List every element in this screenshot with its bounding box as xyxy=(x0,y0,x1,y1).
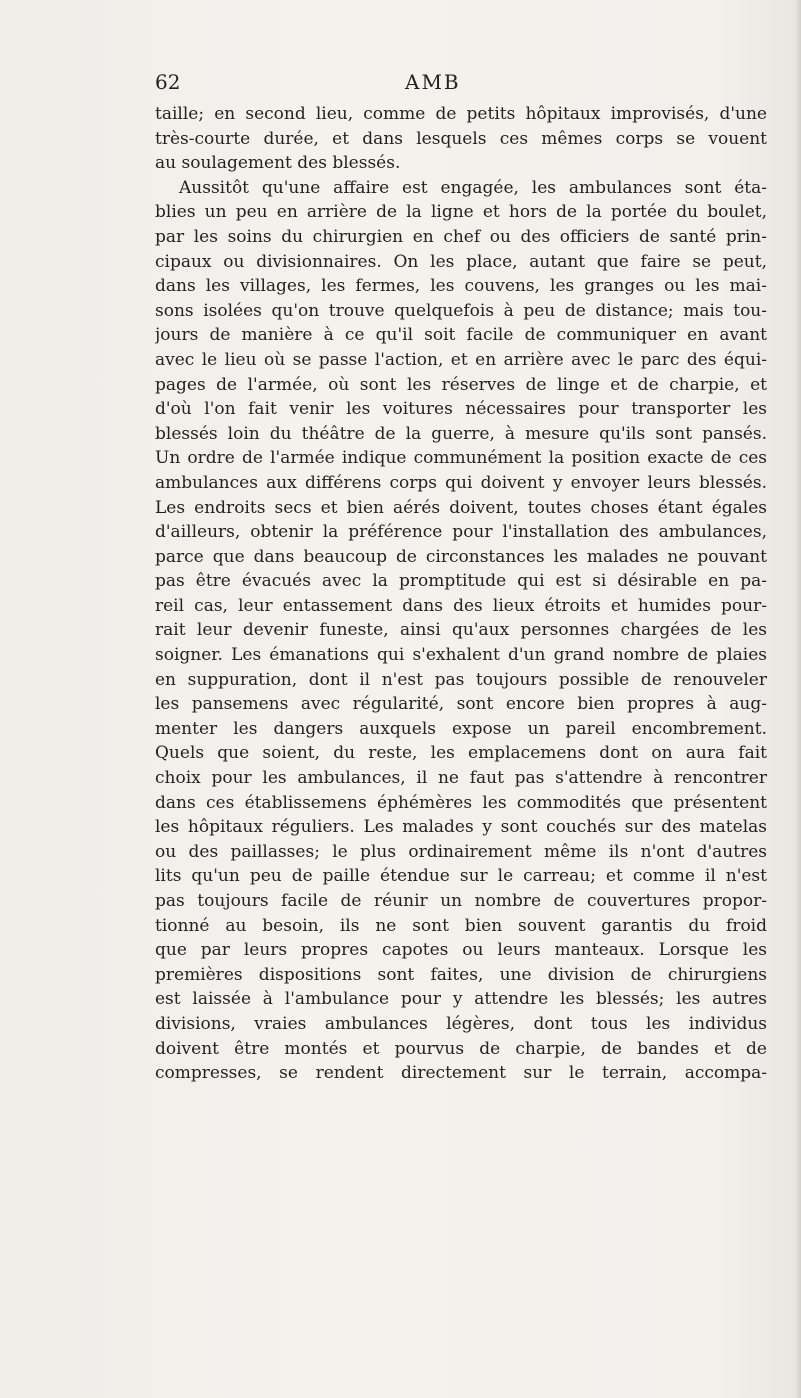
text-line: Un ordre de l'armée indique communément la position exacte de ces xyxy=(155,448,767,469)
text-line: par les soins du chirurgien en chef ou des officiers de santé prin- xyxy=(155,226,767,247)
text-line: d'ailleurs, obtenir la préférence pour l'installation des ambulances, xyxy=(155,522,767,543)
page-header xyxy=(155,70,755,96)
text-line: pages de l'armée, où sont les réserves de linge et de charpie, et xyxy=(155,374,767,395)
text-line: tionné au besoin, ils ne sont bien souvent garantis du froid xyxy=(155,915,767,936)
text-line: Aussitôt qu'une affaire est engagée, les ambulances sont éta- xyxy=(179,177,767,198)
text-line: avec le lieu où se passe l'action, et en arrière avec le parc des équi- xyxy=(155,349,767,370)
text-line: les hôpitaux réguliers. Les malades y sont couchés sur des matelas xyxy=(155,817,767,838)
text-line: pas être évacués avec la promptitude qui est si désirable en pa- xyxy=(155,571,767,592)
text-line: que par leurs propres capotes ou leurs manteaux. Lorsque les xyxy=(155,940,767,961)
text-line: sons isolées qu'on trouve quelquefois à peu de distance; mais tou- xyxy=(155,300,767,321)
text-line: blessés loin du théâtre de la guerre, à mesure qu'ils sont pansés. xyxy=(155,423,767,444)
page-number: 62 xyxy=(155,70,181,94)
text-line: choix pour les ambulances, il ne faut pas s'attendre à rencontrer xyxy=(155,768,767,789)
text-line: taille; en second lieu, comme de petits hôpitaux improvisés, d'une xyxy=(155,104,767,124)
text-line: au soulagement des blessés. xyxy=(155,153,401,174)
text-line: reil cas, leur entassement dans des lieux étroits et humides pour- xyxy=(155,595,767,616)
text-line: blies un peu en arrière de la ligne et hors de la portée du boulet, xyxy=(155,202,767,223)
text-line: en suppuration, dont il n'est pas toujours possible de renouveler xyxy=(155,669,767,690)
text-line: premières dispositions sont faites, une division de chirurgiens xyxy=(155,964,767,985)
page-edge-shadow xyxy=(795,0,801,1398)
text-line: jours de manière à ce qu'il soit facile de communiquer en avant xyxy=(155,325,767,346)
text-line: Les endroits secs et bien aérés doivent, toutes choses étant égales xyxy=(155,497,767,518)
running-head: AMB xyxy=(405,70,461,94)
text-line: doivent être montés et pourvus de charpie, de bandes et de xyxy=(155,1038,767,1059)
text-line: très-courte durée, et dans lesquels ces mêmes corps se vouent xyxy=(155,128,767,149)
text-line: parce que dans beaucoup de circonstances les malades ne pouvant xyxy=(155,546,767,567)
text-line: lits qu'un peu de paille étendue sur le carreau; et comme il n'est xyxy=(155,866,767,887)
text-line: ambulances aux différens corps qui doivent y envoyer leurs blessés. xyxy=(155,472,767,493)
text-line: compresses, se rendent directement sur le terrain, accompa- xyxy=(155,1063,767,1084)
text-line: cipaux ou divisionnaires. On les place, autant que faire se peut, xyxy=(155,251,767,272)
text-line: rait leur devenir funeste, ainsi qu'aux personnes chargées de les xyxy=(155,620,767,641)
text-line: les pansemens avec régularité, sont encore bien propres à aug- xyxy=(155,694,767,715)
text-line: pas toujours facile de réunir un nombre de couvertures propor- xyxy=(155,891,767,911)
text-line: dans les villages, les fermes, les couvens, les granges ou les mai- xyxy=(155,276,767,297)
text-line: est laissée à l'ambulance pour y attendre les blessés; les autres xyxy=(155,989,767,1010)
text-line: ou des paillasses; le plus ordinairement même ils n'ont d'autres xyxy=(155,841,767,862)
text-line: menter les dangers auxquels expose un pareil encombrement. xyxy=(155,718,767,739)
text-line: Quels que soient, du reste, les emplacemens dont on aura fait xyxy=(155,743,767,764)
text-line: d'où l'on fait venir les voitures nécessaires pour transporter les xyxy=(155,399,767,420)
text-line: divisions, vraies ambulances légères, dont tous les individus xyxy=(155,1013,767,1034)
text-line: dans ces établissemens éphémères les commodités que présentent xyxy=(155,792,767,813)
body-text xyxy=(155,102,767,1086)
text-line: soigner. Les émanations qui s'exhalent d'un grand nombre de plaies xyxy=(155,645,767,666)
